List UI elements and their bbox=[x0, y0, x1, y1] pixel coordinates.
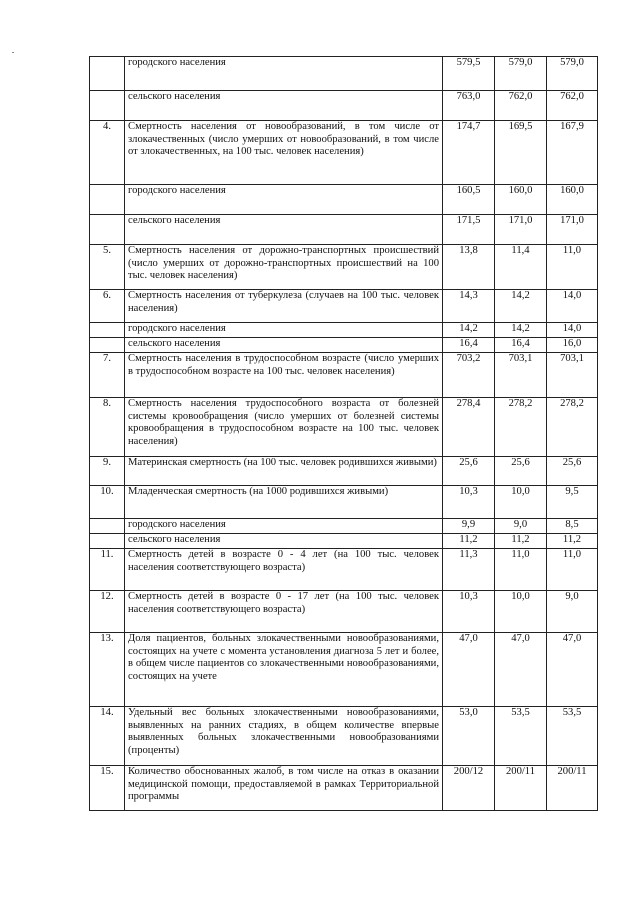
indicator-subname: сельского населения bbox=[125, 91, 443, 121]
indicator-value: 53,5 bbox=[495, 707, 547, 766]
row-number bbox=[90, 215, 125, 245]
indicator-name: Смертность населения от новообразований, в том числе от злокачественных (число умерших от новообразований, в том числе от злокачественных, на 100 тыс. человек населения) bbox=[125, 121, 443, 185]
indicator-value: 11,2 bbox=[443, 534, 495, 549]
indicator-value: 160,5 bbox=[443, 185, 495, 215]
indicator-value: 169,5 bbox=[495, 121, 547, 185]
indicator-value: 53,0 bbox=[443, 707, 495, 766]
indicator-value: 14,3 bbox=[443, 290, 495, 323]
indicator-value: 167,9 bbox=[547, 121, 598, 185]
indicator-value: 579,0 bbox=[547, 57, 598, 91]
indicator-value: 171,0 bbox=[495, 215, 547, 245]
indicator-value: 47,0 bbox=[495, 633, 547, 707]
indicator-value: 174,7 bbox=[443, 121, 495, 185]
indicator-value: 14,2 bbox=[443, 323, 495, 338]
indicator-value: 11,3 bbox=[443, 549, 495, 591]
indicator-value: 14,0 bbox=[547, 323, 598, 338]
table-row bbox=[90, 323, 598, 338]
row-number: 14. bbox=[90, 707, 125, 766]
table-row bbox=[90, 353, 598, 398]
indicator-value: 9,9 bbox=[443, 519, 495, 534]
table-row bbox=[90, 215, 598, 245]
row-number bbox=[90, 323, 125, 338]
indicator-value: 25,6 bbox=[547, 457, 598, 486]
indicator-value: 10,0 bbox=[495, 591, 547, 633]
table-row bbox=[90, 486, 598, 519]
indicator-subname: городского населения bbox=[125, 519, 443, 534]
indicator-value: 10,3 bbox=[443, 591, 495, 633]
indicator-subname: городского населения bbox=[125, 323, 443, 338]
indicator-value: 11,4 bbox=[495, 245, 547, 290]
row-number: 13. bbox=[90, 633, 125, 707]
indicator-name: Удельный вес больных злокачественными новообразованиями, выявленных на ранних стадиях, в общем количестве впервые выявленных больных злокачественными новообразованиями (проценты) bbox=[125, 707, 443, 766]
table-row bbox=[90, 591, 598, 633]
indicator-value: 53,5 bbox=[547, 707, 598, 766]
indicator-value: 8,5 bbox=[547, 519, 598, 534]
indicator-subname: сельского населения bbox=[125, 215, 443, 245]
table-row bbox=[90, 57, 598, 91]
indicator-value: 160,0 bbox=[547, 185, 598, 215]
indicator-value: 278,2 bbox=[547, 398, 598, 457]
row-number: 8. bbox=[90, 398, 125, 457]
indicator-value: 9,0 bbox=[547, 591, 598, 633]
table-row bbox=[90, 338, 598, 353]
indicator-value: 171,0 bbox=[547, 215, 598, 245]
indicator-value: 278,4 bbox=[443, 398, 495, 457]
indicator-name: Смертность населения от дорожно-транспортных происшествий (число умерших от дорожно-транспортных происшествий на 100 тыс. человек населения) bbox=[125, 245, 443, 290]
indicator-value: 11,0 bbox=[547, 549, 598, 591]
indicator-value: 16,4 bbox=[443, 338, 495, 353]
table-row bbox=[90, 398, 598, 457]
indicator-value: 14,2 bbox=[495, 290, 547, 323]
indicator-subname: городского населения bbox=[125, 185, 443, 215]
table-row bbox=[90, 534, 598, 549]
indicator-name: Количество обоснованных жалоб, в том числе на отказ в оказании медицинской помощи, предоставляемой в рамках Территориальной программы bbox=[125, 766, 443, 811]
table-row bbox=[90, 185, 598, 215]
row-number: 7. bbox=[90, 353, 125, 398]
row-number: 4. bbox=[90, 121, 125, 185]
indicator-value: 579,0 bbox=[495, 57, 547, 91]
row-number: 6. bbox=[90, 290, 125, 323]
row-number bbox=[90, 519, 125, 534]
row-number bbox=[90, 185, 125, 215]
indicator-value: 16,4 bbox=[495, 338, 547, 353]
table-row bbox=[90, 707, 598, 766]
row-number: 15. bbox=[90, 766, 125, 811]
indicator-value: 11,2 bbox=[547, 534, 598, 549]
indicator-name: Доля пациентов, больных злокачественными новообразованиями, состоящих на учете с момента установления диагноза 5 лет и более, в общем числе пациентов со злокачественными новообразованиями, состоящих на учете bbox=[125, 633, 443, 707]
indicators-table bbox=[89, 56, 598, 811]
indicator-value: 14,2 bbox=[495, 323, 547, 338]
indicator-subname: сельского населения bbox=[125, 534, 443, 549]
indicator-value: 14,0 bbox=[547, 290, 598, 323]
table-row bbox=[90, 633, 598, 707]
row-number: 10. bbox=[90, 486, 125, 519]
scan-mark bbox=[12, 52, 14, 53]
indicator-value: 16,0 bbox=[547, 338, 598, 353]
indicator-value: 762,0 bbox=[547, 91, 598, 121]
indicator-value: 9,5 bbox=[547, 486, 598, 519]
row-number bbox=[90, 338, 125, 353]
indicator-value: 703,1 bbox=[547, 353, 598, 398]
indicator-value: 763,0 bbox=[443, 91, 495, 121]
indicator-name: Смертность детей в возрасте 0 - 4 лет (на 100 тыс. человек населения соответствующего возраста) bbox=[125, 549, 443, 591]
table-row bbox=[90, 549, 598, 591]
indicator-value: 47,0 bbox=[443, 633, 495, 707]
indicator-value: 703,2 bbox=[443, 353, 495, 398]
table-row bbox=[90, 519, 598, 534]
indicator-value: 11,0 bbox=[495, 549, 547, 591]
table-row bbox=[90, 457, 598, 486]
table-row bbox=[90, 245, 598, 290]
indicator-value: 703,1 bbox=[495, 353, 547, 398]
indicator-value: 47,0 bbox=[547, 633, 598, 707]
indicator-value: 200/12 bbox=[443, 766, 495, 811]
row-number bbox=[90, 57, 125, 91]
indicator-value: 278,2 bbox=[495, 398, 547, 457]
row-number bbox=[90, 534, 125, 549]
table-row bbox=[90, 766, 598, 811]
indicator-value: 9,0 bbox=[495, 519, 547, 534]
indicator-value: 25,6 bbox=[495, 457, 547, 486]
indicator-name: Смертность населения от туберкулеза (случаев на 100 тыс. человек населения) bbox=[125, 290, 443, 323]
indicator-value: 762,0 bbox=[495, 91, 547, 121]
indicator-subname: сельского населения bbox=[125, 338, 443, 353]
indicator-value: 200/11 bbox=[495, 766, 547, 811]
indicator-name: Смертность населения в трудоспособном возрасте (число умерших в трудоспособном возрасте на 100 тыс. человек населения) bbox=[125, 353, 443, 398]
indicator-value: 11,0 bbox=[547, 245, 598, 290]
indicator-name: Младенческая смертность (на 1000 родившихся живыми) bbox=[125, 486, 443, 519]
table-row bbox=[90, 121, 598, 185]
indicator-value: 25,6 bbox=[443, 457, 495, 486]
indicator-value: 13,8 bbox=[443, 245, 495, 290]
indicator-name: Смертность населения трудоспособного возраста от болезней системы кровообращения (число умерших от болезней системы кровообращения в трудоспособном возрасте на 100 тыс. человек населения) bbox=[125, 398, 443, 457]
indicator-value: 579,5 bbox=[443, 57, 495, 91]
indicator-value: 160,0 bbox=[495, 185, 547, 215]
indicator-name: Смертность детей в возрасте 0 - 17 лет (на 100 тыс. человек населения соответствующего возраста) bbox=[125, 591, 443, 633]
row-number bbox=[90, 91, 125, 121]
indicator-value: 11,2 bbox=[495, 534, 547, 549]
indicator-value: 171,5 bbox=[443, 215, 495, 245]
row-number: 11. bbox=[90, 549, 125, 591]
table-row bbox=[90, 91, 598, 121]
indicator-value: 200/11 bbox=[547, 766, 598, 811]
indicator-value: 10,0 bbox=[495, 486, 547, 519]
indicator-subname: городского населения bbox=[125, 57, 443, 91]
row-number: 5. bbox=[90, 245, 125, 290]
indicator-value: 10,3 bbox=[443, 486, 495, 519]
row-number: 12. bbox=[90, 591, 125, 633]
table-row bbox=[90, 290, 598, 323]
row-number: 9. bbox=[90, 457, 125, 486]
indicator-name: Материнская смертность (на 100 тыс. человек родившихся живыми) bbox=[125, 457, 443, 486]
